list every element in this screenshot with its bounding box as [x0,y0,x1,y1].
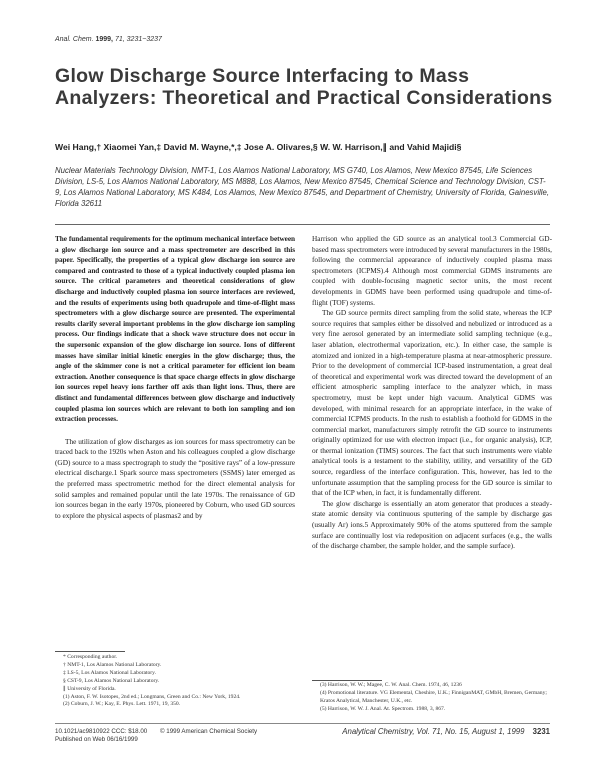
footnote: ‡ LS-5, Los Alamos National Laboratory. [63,669,157,676]
footer-divider [55,723,550,724]
journal-year: 1999, [95,36,114,43]
journal-pages: 3231−3237 [126,36,162,43]
body-paragraph: The utilization of glow discharges as ion sources for mass spectrometry can be traced back to the 1920s when Aston and his colleagues coupled a glow discharge (GD) source to a mass spectrograph to study the “positive rays” of a low-pressure electrical discharge.1 Spark source mass spectrometers (SSMS) later emerged as the preferred mass spectrometric method for the direct elemental analysis for solid samples and remained popular until the late 1970s. The renaissance of GD ion sources began in the early 1970s, pioneered by Coburn, who used GD sources to explore the physical aspects of plasmas2 and by [55,436,295,520]
body-paragraph: The glow discharge is essentially an atom generator that produces a steady-state atomic density via continuous sputtering of the sample by discharge gas (usually Ar) ions.5 Approximately 90% of the atoms sputtered from the sample surface are continually lost via redeposition on adjacent surfaces (e.g., the walls of the discharge chamber, the sample holder, and the sample surface). [312,498,552,551]
affiliations: Nuclear Materials Technology Division, NMT-1, Los Alamos National Laboratory, MS G740, Los Alamos, New Mexico 87545, Life Sciences Division, LS-5, Los Alamos National Laboratory, MS M888, Los Alamos, New Mexico 87545, Chemical Science and Technology Division, CST-9, Los Alamos National Laboratory, MS K484, Los Alamos, New Mexico 87545, and Department of Chemistry, University of Florida, Gainesville, Florida 32611 [55,166,550,208]
body-paragraph: Harrison who applied the GD source as an analytical tool.3 Commercial GD-based mass spectrometers were introduced by several manufacturers in the 1980s, following the commercial appearance of inductively coupled plasma mass spectrometers (ICPMS).4 Although most commercial GDMS instruments are coupled with double-focusing magnetic sector units, the most recent developments in GDMS have been performed using quadrupole and time-of-flight (TOF) systems. [312,234,552,307]
reference: (1) Aston, F. W. Isotopes, 2nd ed.; Longmans, Green and Co.: New York, 1924. [63,693,241,700]
journal-reference [55,36,162,43]
footnote: † NMT-1, Los Alamos National Laboratory. [63,661,162,668]
body-paragraph: The GD source permits direct sampling from the solid state, whereas the ICP source requires that samples either be dissolved and nebulized or introduced as a very fine aerosol generated by an intermediate solid sampling technique (e.g., laser ablation, electrothermal vaporization, etc.). In either case, the sample is atomized and ionized in a high-temperature plasma at near-atmospheric pressure. Prior to the development of commercial ICP-based instrumentation, a great deal of theoretical and experimental work was directed toward the development of an efficient atmospheric sampling interface to the analyzer which, in mass spectrometry, must be kept under high vacuum. Analytical GDMS was developed, with minimal research for an appropriate interface, in the wake of commercial ICPMS products. In the rush to establish a foothold for GDMS in the commercial market, manufacturers simply retrofit the GD source to instruments originally optimized for use with electron impact (i.e., for organic analysis), ICP, or thermal ionization (TIMS) sources. The fact that such instruments were viable analytical tools is a testament to the stability, utility, and versatility of the GD source, regardless of the interface configuration. This, however, has led to the unfortunate assumption that the sampling process for the GD source is similar to that of the ICP when, in fact, it is fundamentally different. [312,308,552,498]
reference: (3) Harrison, W. W.; Magee, C. W. Anal. Chem. 1974, 46, 1236 [320,682,462,688]
footnotes-right [312,682,552,714]
footnote: * Corresponding author. [63,654,118,660]
author-list: Wei Hang,† Xiaomei Yan,‡ David M. Wayne,*,‡ Jose A. Olivares,§ W. W. Harrison,∥ and Vahid Majidi§ [55,142,462,152]
page-number: 3231 [532,727,550,736]
footnote-divider [55,651,125,652]
article-title: Glow Discharge Source Interfacing to Mass Analyzers: Theoretical and Practical Considerations [55,65,553,109]
abstract: The fundamental requirements for the optimum mechanical interface between a glow discharge ion source and a mass spectrometer are described in this paper. Specifically, the properties of a typical glow discharge ion source are compared and contrasted to those of a typical inductively coupled plasma ion source. The critical parameters and theoretical considerations of glow discharge and inductively coupled plasma ion source interfaces are reviewed, and the results of experiments using both quadrupole and time-of-flight mass spectrometers with a glow discharge source are presented. The experimental results clarify several important problems in the glow discharge ion sampling process. Our findings indicate that a shock wave structure does not occur in the supersonic expansion of the glow discharge ion source. Ions of different masses have similar initial kinetic energies in the glow discharge; thus, the angle of the skimmer cone is not a critical parameter for efficient ion beam extraction. Another consequence is that space charge effects in glow discharge ion sources repel heavy ions farther off axis than light ions. Thus, there are distinct and fundamental differences between glow discharge and inductively coupled plasma ion sources which are relevant to both ion sampling and ion extraction processes. [55,235,295,424]
footnote: ∥ University of Florida. [63,685,116,692]
doi: 10.1021/ac9810922 CCC: $18.00 [55,728,148,735]
reference: (5) Harrison, W. W. J. Anal. At. Spectrom. 1988, 3, 867. [320,705,446,712]
published-date: Published on Web 06/16/1999 [55,736,138,743]
copyright: © 1999 American Chemical Society [160,728,258,735]
footnote-divider [312,680,382,681]
footnotes-left [55,654,295,709]
reference: (4) Promotional literature. VG Elemental, Cheshire, U.K.; FinniganMAT, GMbH, Bremen, Germany; Kratos Analytical, Manchester, U.K., etc. [320,689,547,704]
right-column [312,234,552,552]
header-divider [55,224,550,225]
journal-name: Anal. Chem. [55,36,94,43]
reference: (2) Coburn, J. W.; Kay, E. Phys. Lett. 1971, 19, 350. [63,701,181,708]
journal-volume: 71, [114,36,125,43]
footer-journal [342,727,550,736]
journal-issue: Analytical Chemistry, Vol. 71, No. 15, August 1, 1999 [342,727,525,736]
left-column [55,234,295,521]
footnote: § CST-9, Los Alamos National Laboratory. [63,677,160,684]
